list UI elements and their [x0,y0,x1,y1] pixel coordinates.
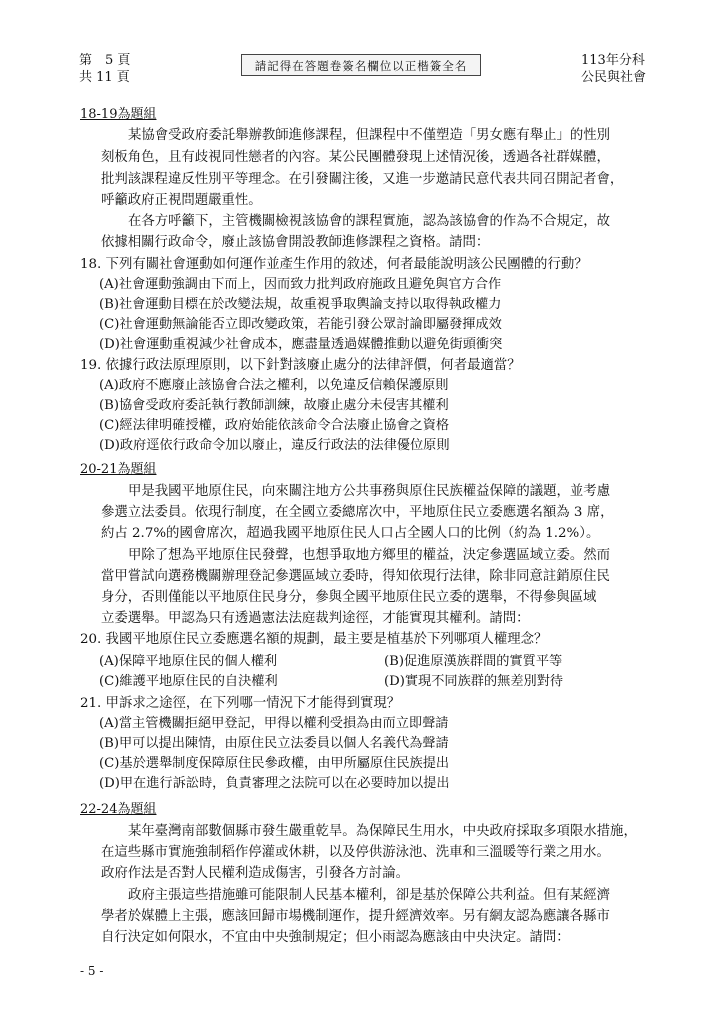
group-label-22-24: 22-24為題組 [80,802,157,817]
passage-line: 約占 2.7%的國會席次，超過我國平地原住民人口占全國人口的比例（約為 1.2%）。 [101,526,600,541]
question-21-stem: 21. 甲訴求之途徑，在下列哪一情況下才能得到實現？ [80,696,401,711]
question-21-option-b: (B)甲可以提出陳情，由原住民立法委員以個人名義代為聲請 [99,736,449,751]
question-20-option-a: (A)保障平地原住民的個人權利 [99,654,278,669]
question-19-option-a: (A)政府不應廢止該協會合法之權利，以免違反信賴保護原則 [99,378,449,393]
passage-line: 依據相關行政命令，廢止該協會開設教師進修課程之資格。請問： [101,235,490,250]
question-19-option-b: (B)協會受政府委託執行教師訓練，故廢止處分未侵害其權利 [99,398,449,413]
passage-line: 某協會受政府委託舉辦教師進修課程，但課程中不僅塑造「男女應有舉止」的性別 [128,128,611,143]
subject-name: 公民與社會 [581,70,647,85]
question-18-option-d: (D)社會運動重視減少社會成本，應盡量透過媒體推動以避免街頭衝突 [99,337,503,352]
passage-line: 某年臺灣南部數個縣市發生嚴重乾旱。為保障民生用水，中央政府採取多項限水措施， [128,824,637,839]
signature-notice: 請記得在答題卷簽名欄位以正楷簽全名 [241,54,481,76]
page-number: 第 5 頁 [79,53,131,68]
question-18-stem: 18. 下列有關社會運動如何運作並產生作用的敘述，何者最能說明該公民團體的行動？ [80,257,588,272]
passage-line: 甲是我國平地原住民，向來關注地方公共事務與原住民族權益保障的議題，並考慮 [128,484,611,499]
passage-line: 呼籲政府正視問題嚴重性。 [101,193,262,208]
passage-line: 身分，否則僅能以平地原住民身分，參與全國平地原住民立委的選舉，不得參與區域 [101,590,597,605]
group-label-18-19: 18-19為題組 [80,107,157,122]
passage-line: 參選立法委員。依現行制度，在全國立委總席次中，平地原住民立委應選名額為 3 席， [101,505,614,520]
passage-line: 批判該課程違反性別平等理念。在引發關注後，又進一步邀請民意代表共同召開記者會， [101,172,624,187]
question-20-option-c: (C)維護平地原住民的自決權利 [99,674,278,689]
page-footer-number: - 5 - [80,964,104,978]
question-21-option-c: (C)基於選舉制度保障原住民參政權，由甲所屬原住民族提出 [99,756,450,771]
passage-line: 自行決定如何限水，不宜由中央強制規定；但小雨認為應該由中央決定。請問： [101,930,570,945]
question-20-stem: 20. 我國平地原住民立委應選名額的規劃，最主要是植基於下列哪項人權理念？ [80,632,548,647]
question-18-option-a: (A)社會運動強調由下而上，因而致力批判政府施政且避免與官方合作 [99,277,502,292]
passage-line: 政府主張這些措施雖可能限制人民基本權利，卻是基於保障公共利益。但有某經濟 [128,888,611,903]
exam-year-subject: 113年分科 [581,53,645,68]
passage-line: 當甲嘗試向選務機關辦理登記參選區域立委時，得知依現行法律，除非同意註銷原住民 [101,569,610,584]
question-21-option-a: (A)當主管機關拒絕甲登記，甲得以權利受損為由而立即聲請 [99,716,449,731]
passage-line: 立委選舉。甲認為只有透過憲法法庭裁判途徑，才能實現其權利。請問： [101,611,530,626]
passage-line: 政府作法是否對人民權利造成傷害，引發各方討論。 [101,866,409,881]
passage-line: 在這些縣市實施強制稻作停灌或休耕，以及停供游泳池、洗車和三溫暖等行業之用水。 [101,845,610,860]
question-20-option-b: (B)促進原漢族群間的實質平等 [384,654,563,669]
question-18-option-c: (C)社會運動無論能否立即改變政策，若能引發公眾討論即屬發揮成效 [99,317,502,332]
passage-line: 刻板角色，且有歧視同性戀者的內容。某公民團體發現上述情況後，透過各社群媒體， [101,150,610,165]
question-21-option-d: (D)甲在進行訴訟時，負責審理之法院可以在必要時加以提出 [99,776,450,791]
passage-line: 在各方呼籲下，主管機關檢視該協會的課程實施，認為該協會的作為不合規定，故 [128,214,611,229]
question-20-option-d: (D)實現不同族群的無差別對待 [384,674,564,689]
question-19-stem: 19. 依據行政法原理原則，以下針對該廢止處分的法律評價，何者最適當？ [80,358,521,373]
passage-line: 學者於媒體上主張，應該回歸市場機制運作，提升經濟效率。另有網友認為應讓各縣市 [101,909,610,924]
question-18-option-b: (B)社會運動目標在於改變法規，故重視爭取輿論支持以取得執政權力 [99,297,502,312]
group-label-20-21: 20-21為題組 [80,462,157,477]
passage-line: 甲除了想為平地原住民發聲，也想爭取地方鄉里的權益，決定參選區域立委。然而 [128,548,611,563]
question-19-option-c: (C)經法律明確授權，政府始能依該命令合法廢止協會之資格 [99,418,450,433]
page-total: 共 11 頁 [79,70,130,85]
question-19-option-d: (D)政府逕依行政命令加以廢止，違反行政法的法律優位原則 [99,438,450,453]
